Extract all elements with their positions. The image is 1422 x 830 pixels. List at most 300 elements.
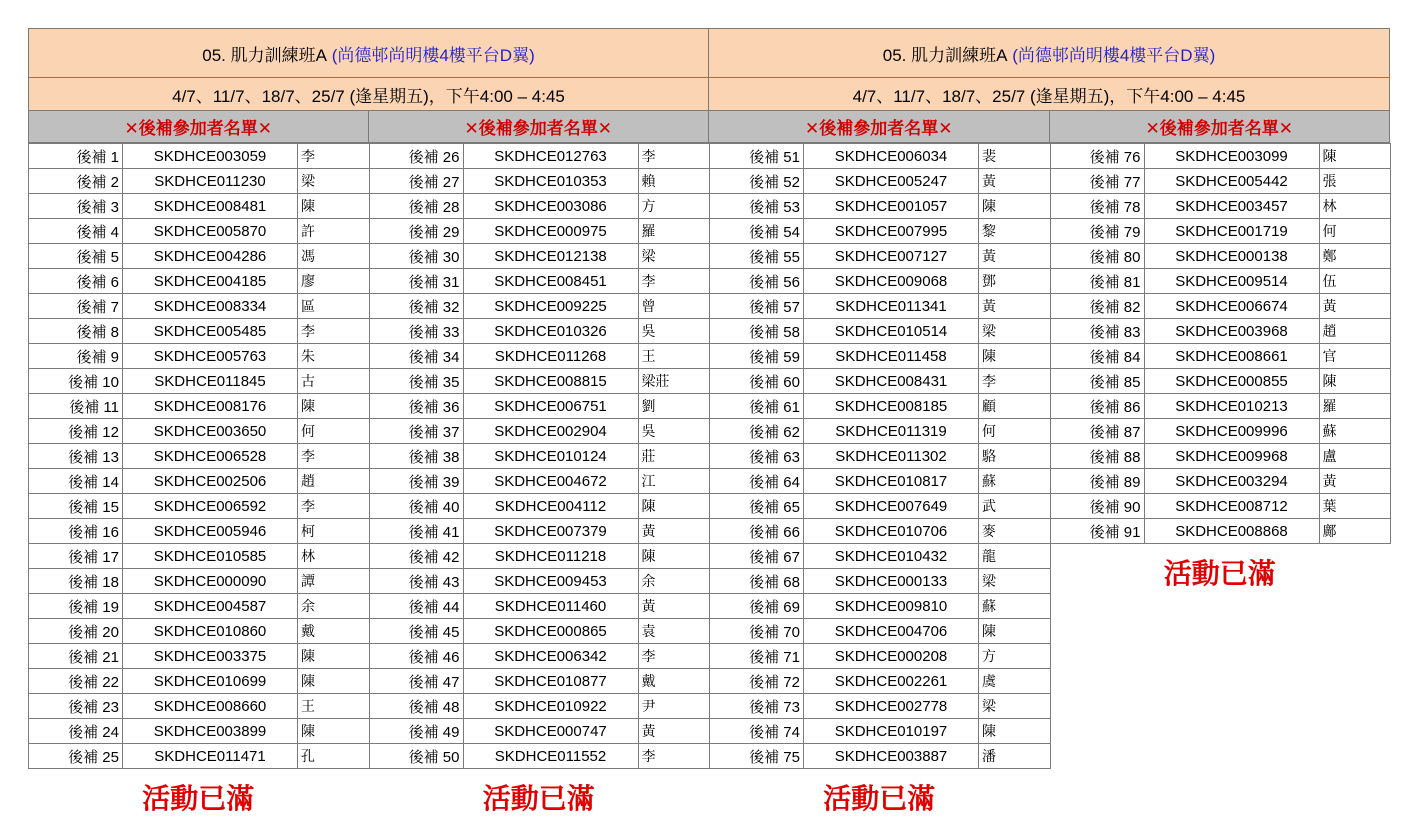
table-row — [1050, 344, 1391, 369]
waitlist-number: 後補 45 — [369, 619, 463, 644]
table-row — [710, 144, 1051, 169]
waitlist-number: 後補 21 — [29, 644, 123, 669]
member-id: SKDHCE000855 — [1144, 369, 1319, 394]
surname: 朱 — [298, 344, 370, 369]
surname: 顧 — [979, 394, 1051, 419]
course-name: 05. 肌力訓練班A — [882, 45, 1008, 65]
member-id: SKDHCE010699 — [123, 669, 298, 694]
table-row — [29, 519, 370, 544]
waitlist-column — [28, 143, 369, 817]
member-id: SKDHCE008868 — [1144, 519, 1319, 544]
surname: 黎 — [979, 219, 1051, 244]
member-id: SKDHCE005442 — [1144, 169, 1319, 194]
member-id: SKDHCE002506 — [123, 469, 298, 494]
waitlist-number: 後補 41 — [369, 519, 463, 544]
surname: 陳 — [298, 194, 370, 219]
member-id: SKDHCE010124 — [463, 444, 638, 469]
surname: 李 — [979, 369, 1051, 394]
waitlist-number: 後補 70 — [710, 619, 804, 644]
waitlist-number: 後補 22 — [29, 669, 123, 694]
table-row — [710, 419, 1051, 444]
waitlist-number: 後補 40 — [369, 494, 463, 519]
surname: 張 — [1319, 169, 1391, 194]
table-row — [1050, 219, 1391, 244]
member-id: SKDHCE010213 — [1144, 394, 1319, 419]
waitlist-number: 後補 34 — [369, 344, 463, 369]
surname: 黃 — [1319, 469, 1391, 494]
member-id: SKDHCE000865 — [463, 619, 638, 644]
table-row — [369, 544, 710, 569]
table-row — [710, 569, 1051, 594]
member-id: SKDHCE003899 — [123, 719, 298, 744]
waitlist-number: 後補 6 — [29, 269, 123, 294]
waitlist-number: 後補 87 — [1050, 419, 1144, 444]
waitlist-number: 後補 16 — [29, 519, 123, 544]
surname: 何 — [1319, 219, 1391, 244]
surname: 許 — [298, 219, 370, 244]
member-id: SKDHCE008481 — [123, 194, 298, 219]
surname: 余 — [638, 569, 710, 594]
course-dates-right: 4/7、11/7、18/7、25/7 (逢星期五)，下午4:00 – 4:45 — [709, 78, 1390, 111]
waitlist-number: 後補 91 — [1050, 519, 1144, 544]
member-id: SKDHCE011460 — [463, 594, 638, 619]
table-row — [369, 569, 710, 594]
table-row — [29, 644, 370, 669]
table-row — [29, 494, 370, 519]
list-header-row — [28, 111, 1390, 143]
waitlist-number: 後補 10 — [29, 369, 123, 394]
waitlist-number: 後補 67 — [710, 544, 804, 569]
waitlist-number: 後補 55 — [710, 244, 804, 269]
waitlist-number: 後補 80 — [1050, 244, 1144, 269]
table-row — [29, 394, 370, 419]
waitlist-number: 後補 56 — [710, 269, 804, 294]
waitlist-number: 後補 59 — [710, 344, 804, 369]
waitlist-columns — [28, 143, 1390, 817]
waitlist-header: ✕後補參加者名單✕ — [709, 111, 1050, 143]
waitlist-number: 後補 76 — [1050, 144, 1144, 169]
table-row — [29, 444, 370, 469]
waitlist-number: 後補 68 — [710, 569, 804, 594]
waitlist-number: 後補 65 — [710, 494, 804, 519]
waitlist-number: 後補 11 — [29, 394, 123, 419]
member-id: SKDHCE012138 — [463, 244, 638, 269]
waitlist-number: 後補 90 — [1050, 494, 1144, 519]
member-id: SKDHCE007649 — [804, 494, 979, 519]
surname: 方 — [638, 194, 710, 219]
surname: 孔 — [298, 744, 370, 769]
waitlist-number: 後補 60 — [710, 369, 804, 394]
surname: 鄧 — [979, 269, 1051, 294]
waitlist-number: 後補 58 — [710, 319, 804, 344]
surname: 陳 — [298, 719, 370, 744]
surname: 李 — [638, 644, 710, 669]
surname: 武 — [979, 494, 1051, 519]
member-id: SKDHCE008815 — [463, 369, 638, 394]
member-id: SKDHCE011302 — [804, 444, 979, 469]
member-id: SKDHCE000208 — [804, 644, 979, 669]
member-id: SKDHCE008334 — [123, 294, 298, 319]
table-row — [29, 169, 370, 194]
table-row — [369, 344, 710, 369]
waitlist-header: ✕後補參加者名單✕ — [28, 111, 369, 143]
member-id: SKDHCE010860 — [123, 619, 298, 644]
waitlist-number: 後補 74 — [710, 719, 804, 744]
table-row — [1050, 244, 1391, 269]
surname: 黃 — [638, 719, 710, 744]
table-row — [710, 694, 1051, 719]
surname: 官 — [1319, 344, 1391, 369]
table-row — [369, 469, 710, 494]
table-row — [29, 219, 370, 244]
member-id: SKDHCE012763 — [463, 144, 638, 169]
table-row — [1050, 444, 1391, 469]
activity-full-notice: 活動已滿 — [482, 782, 595, 815]
surname: 李 — [298, 494, 370, 519]
table-row — [29, 344, 370, 369]
surname: 李 — [298, 144, 370, 169]
surname: 王 — [638, 344, 710, 369]
table-row — [369, 444, 710, 469]
surname: 葉 — [1319, 494, 1391, 519]
surname: 梁 — [638, 244, 710, 269]
surname: 伍 — [1319, 269, 1391, 294]
table-row — [710, 744, 1051, 769]
table-row — [29, 544, 370, 569]
table-row — [710, 544, 1051, 569]
member-id: SKDHCE000747 — [463, 719, 638, 744]
waitlist-number: 後補 3 — [29, 194, 123, 219]
table-row — [29, 619, 370, 644]
waitlist-number: 後補 7 — [29, 294, 123, 319]
table-row — [710, 369, 1051, 394]
member-id: SKDHCE011230 — [123, 169, 298, 194]
surname: 黃 — [979, 294, 1051, 319]
table-row — [29, 469, 370, 494]
table-row — [369, 694, 710, 719]
waitlist-number: 後補 39 — [369, 469, 463, 494]
waitlist-number: 後補 14 — [29, 469, 123, 494]
member-id: SKDHCE004706 — [804, 619, 979, 644]
member-id: SKDHCE011268 — [463, 344, 638, 369]
table-row — [1050, 519, 1391, 544]
surname: 黃 — [979, 244, 1051, 269]
member-id: SKDHCE004672 — [463, 469, 638, 494]
waitlist-number: 後補 37 — [369, 419, 463, 444]
surname: 陳 — [979, 194, 1051, 219]
waitlist-number: 後補 78 — [1050, 194, 1144, 219]
surname: 陳 — [298, 669, 370, 694]
table-row — [710, 494, 1051, 519]
surname: 麥 — [979, 519, 1051, 544]
member-id: SKDHCE008660 — [123, 694, 298, 719]
course-title-left — [28, 28, 709, 78]
surname: 王 — [298, 694, 370, 719]
table-row — [1050, 169, 1391, 194]
member-id: SKDHCE003650 — [123, 419, 298, 444]
waitlist-table — [28, 143, 370, 769]
course-venue: (尚德邨尚明樓4樓平台D翼) — [331, 45, 535, 65]
waitlist-number: 後補 44 — [369, 594, 463, 619]
surname: 賴 — [638, 169, 710, 194]
waitlist-table — [369, 143, 711, 769]
surname: 鄺 — [1319, 519, 1391, 544]
table-row — [369, 619, 710, 644]
member-id: SKDHCE007379 — [463, 519, 638, 544]
waitlist-number: 後補 69 — [710, 594, 804, 619]
surname: 譚 — [298, 569, 370, 594]
member-id: SKDHCE009453 — [463, 569, 638, 594]
member-id: SKDHCE002904 — [463, 419, 638, 444]
member-id: SKDHCE010706 — [804, 519, 979, 544]
table-row — [1050, 319, 1391, 344]
waitlist-number: 後補 5 — [29, 244, 123, 269]
member-id: SKDHCE010326 — [463, 319, 638, 344]
waitlist-number: 後補 89 — [1050, 469, 1144, 494]
waitlist-number: 後補 38 — [369, 444, 463, 469]
member-id: SKDHCE003059 — [123, 144, 298, 169]
surname: 蘇 — [979, 469, 1051, 494]
member-id: SKDHCE010922 — [463, 694, 638, 719]
surname: 林 — [298, 544, 370, 569]
surname: 廖 — [298, 269, 370, 294]
surname: 馮 — [298, 244, 370, 269]
surname: 何 — [979, 419, 1051, 444]
surname: 陳 — [298, 644, 370, 669]
table-row — [1050, 294, 1391, 319]
surname: 李 — [638, 144, 710, 169]
activity-full-notice: 活動已滿 — [823, 782, 936, 815]
surname: 林 — [1319, 194, 1391, 219]
table-row — [369, 219, 710, 244]
waitlist-number: 後補 23 — [29, 694, 123, 719]
table-row — [29, 269, 370, 294]
waitlist-number: 後補 25 — [29, 744, 123, 769]
waitlist-number: 後補 15 — [29, 494, 123, 519]
table-row — [29, 144, 370, 169]
waitlist-column — [709, 143, 1050, 817]
member-id: SKDHCE009810 — [804, 594, 979, 619]
waitlist-number: 後補 28 — [369, 194, 463, 219]
table-row — [29, 594, 370, 619]
table-row — [29, 194, 370, 219]
waitlist-number: 後補 1 — [29, 144, 123, 169]
table-row — [369, 269, 710, 294]
member-id: SKDHCE011458 — [804, 344, 979, 369]
waitlist-number: 後補 64 — [710, 469, 804, 494]
member-id: SKDHCE005870 — [123, 219, 298, 244]
member-id: SKDHCE005763 — [123, 344, 298, 369]
member-id: SKDHCE011552 — [463, 744, 638, 769]
table-row — [710, 519, 1051, 544]
table-row — [29, 244, 370, 269]
table-row — [710, 619, 1051, 644]
surname: 古 — [298, 369, 370, 394]
surname: 劉 — [638, 394, 710, 419]
member-id: SKDHCE010432 — [804, 544, 979, 569]
member-id: SKDHCE010514 — [804, 319, 979, 344]
member-id: SKDHCE001057 — [804, 194, 979, 219]
surname: 陳 — [979, 619, 1051, 644]
surname: 江 — [638, 469, 710, 494]
course-title-right — [709, 28, 1390, 78]
member-id: SKDHCE008661 — [1144, 344, 1319, 369]
table-row — [369, 669, 710, 694]
table-row — [710, 444, 1051, 469]
surname: 李 — [638, 269, 710, 294]
member-id: SKDHCE000133 — [804, 569, 979, 594]
member-id: SKDHCE006751 — [463, 394, 638, 419]
member-id: SKDHCE000138 — [1144, 244, 1319, 269]
member-id: SKDHCE009996 — [1144, 419, 1319, 444]
surname: 黃 — [638, 519, 710, 544]
waitlist-number: 後補 36 — [369, 394, 463, 419]
waitlist-number: 後補 24 — [29, 719, 123, 744]
surname: 莊 — [638, 444, 710, 469]
member-id: SKDHCE005485 — [123, 319, 298, 344]
course-dates-row — [28, 78, 1390, 111]
waitlist-number: 後補 77 — [1050, 169, 1144, 194]
table-row — [1050, 144, 1391, 169]
waitlist-number: 後補 72 — [710, 669, 804, 694]
table-row — [710, 219, 1051, 244]
member-id: SKDHCE002778 — [804, 694, 979, 719]
surname: 柯 — [298, 519, 370, 544]
waitlist-table — [1050, 143, 1392, 544]
waitlist-number: 後補 31 — [369, 269, 463, 294]
waitlist-header: ✕後補參加者名單✕ — [1050, 111, 1391, 143]
table-row — [29, 319, 370, 344]
table-row — [29, 669, 370, 694]
waitlist-table — [709, 143, 1051, 769]
waitlist-number: 後補 27 — [369, 169, 463, 194]
table-row — [369, 294, 710, 319]
member-id: SKDHCE003294 — [1144, 469, 1319, 494]
table-row — [710, 319, 1051, 344]
waitlist-number: 後補 4 — [29, 219, 123, 244]
member-id: SKDHCE008712 — [1144, 494, 1319, 519]
table-row — [710, 394, 1051, 419]
waitlist-number: 後補 18 — [29, 569, 123, 594]
table-row — [710, 719, 1051, 744]
waitlist-number: 後補 46 — [369, 644, 463, 669]
table-row — [29, 719, 370, 744]
table-row — [710, 294, 1051, 319]
surname: 戴 — [638, 669, 710, 694]
table-row — [369, 144, 710, 169]
member-id: SKDHCE006592 — [123, 494, 298, 519]
table-row — [1050, 369, 1391, 394]
table-row — [1050, 469, 1391, 494]
member-id: SKDHCE011341 — [804, 294, 979, 319]
table-row — [369, 169, 710, 194]
table-row — [369, 244, 710, 269]
surname: 李 — [638, 744, 710, 769]
surname: 趙 — [298, 469, 370, 494]
member-id: SKDHCE009225 — [463, 294, 638, 319]
surname: 吳 — [638, 419, 710, 444]
table-row — [1050, 269, 1391, 294]
table-row — [29, 569, 370, 594]
surname: 尹 — [638, 694, 710, 719]
waitlist-number: 後補 13 — [29, 444, 123, 469]
table-row — [369, 369, 710, 394]
member-id: SKDHCE000090 — [123, 569, 298, 594]
waitlist-number: 後補 2 — [29, 169, 123, 194]
waitlist-number: 後補 9 — [29, 344, 123, 369]
course-name: 05. 肌力訓練班A — [202, 45, 327, 65]
surname: 羅 — [1319, 394, 1391, 419]
surname: 陳 — [638, 494, 710, 519]
surname: 黃 — [638, 594, 710, 619]
table-row — [1050, 494, 1391, 519]
member-id: SKDHCE007127 — [804, 244, 979, 269]
table-row — [1050, 419, 1391, 444]
table-row — [29, 694, 370, 719]
table-row — [369, 319, 710, 344]
surname: 梁莊 — [638, 369, 710, 394]
course-dates-left: 4/7、11/7、18/7、25/7 (逢星期五)，下午4:00 – 4:45 — [28, 78, 709, 111]
member-id: SKDHCE003887 — [804, 744, 979, 769]
waitlist-number: 後補 54 — [710, 219, 804, 244]
surname: 吳 — [638, 319, 710, 344]
table-row — [369, 744, 710, 769]
member-id: SKDHCE007995 — [804, 219, 979, 244]
table-row — [369, 419, 710, 444]
waitlist-number: 後補 53 — [710, 194, 804, 219]
member-id: SKDHCE010877 — [463, 669, 638, 694]
surname: 梁 — [979, 569, 1051, 594]
member-id: SKDHCE003968 — [1144, 319, 1319, 344]
waitlist-number: 後補 50 — [369, 744, 463, 769]
surname: 潘 — [979, 744, 1051, 769]
waitlist-number: 後補 62 — [710, 419, 804, 444]
surname: 梁 — [298, 169, 370, 194]
activity-full-notice: 活動已滿 — [1163, 557, 1276, 590]
table-row — [710, 244, 1051, 269]
member-id: SKDHCE006342 — [463, 644, 638, 669]
waitlist-number: 後補 8 — [29, 319, 123, 344]
table-row — [710, 594, 1051, 619]
member-id: SKDHCE000975 — [463, 219, 638, 244]
surname: 曾 — [638, 294, 710, 319]
waitlist-number: 後補 17 — [29, 544, 123, 569]
member-id: SKDHCE001719 — [1144, 219, 1319, 244]
table-row — [710, 344, 1051, 369]
waitlist-number: 後補 79 — [1050, 219, 1144, 244]
member-id: SKDHCE010817 — [804, 469, 979, 494]
member-id: SKDHCE010197 — [804, 719, 979, 744]
surname: 趙 — [1319, 319, 1391, 344]
member-id: SKDHCE011845 — [123, 369, 298, 394]
surname: 陳 — [979, 719, 1051, 744]
member-id: SKDHCE011319 — [804, 419, 979, 444]
surname: 梁 — [979, 319, 1051, 344]
member-id: SKDHCE004112 — [463, 494, 638, 519]
waitlist-number: 後補 85 — [1050, 369, 1144, 394]
surname: 陳 — [298, 394, 370, 419]
waitlist-number: 後補 57 — [710, 294, 804, 319]
waitlist-number: 後補 84 — [1050, 344, 1144, 369]
surname: 陳 — [979, 344, 1051, 369]
table-row — [29, 294, 370, 319]
waitlist-number: 後補 20 — [29, 619, 123, 644]
table-row — [29, 369, 370, 394]
table-row — [710, 644, 1051, 669]
member-id: SKDHCE002261 — [804, 669, 979, 694]
waitlist-number: 後補 48 — [369, 694, 463, 719]
surname: 盧 — [1319, 444, 1391, 469]
